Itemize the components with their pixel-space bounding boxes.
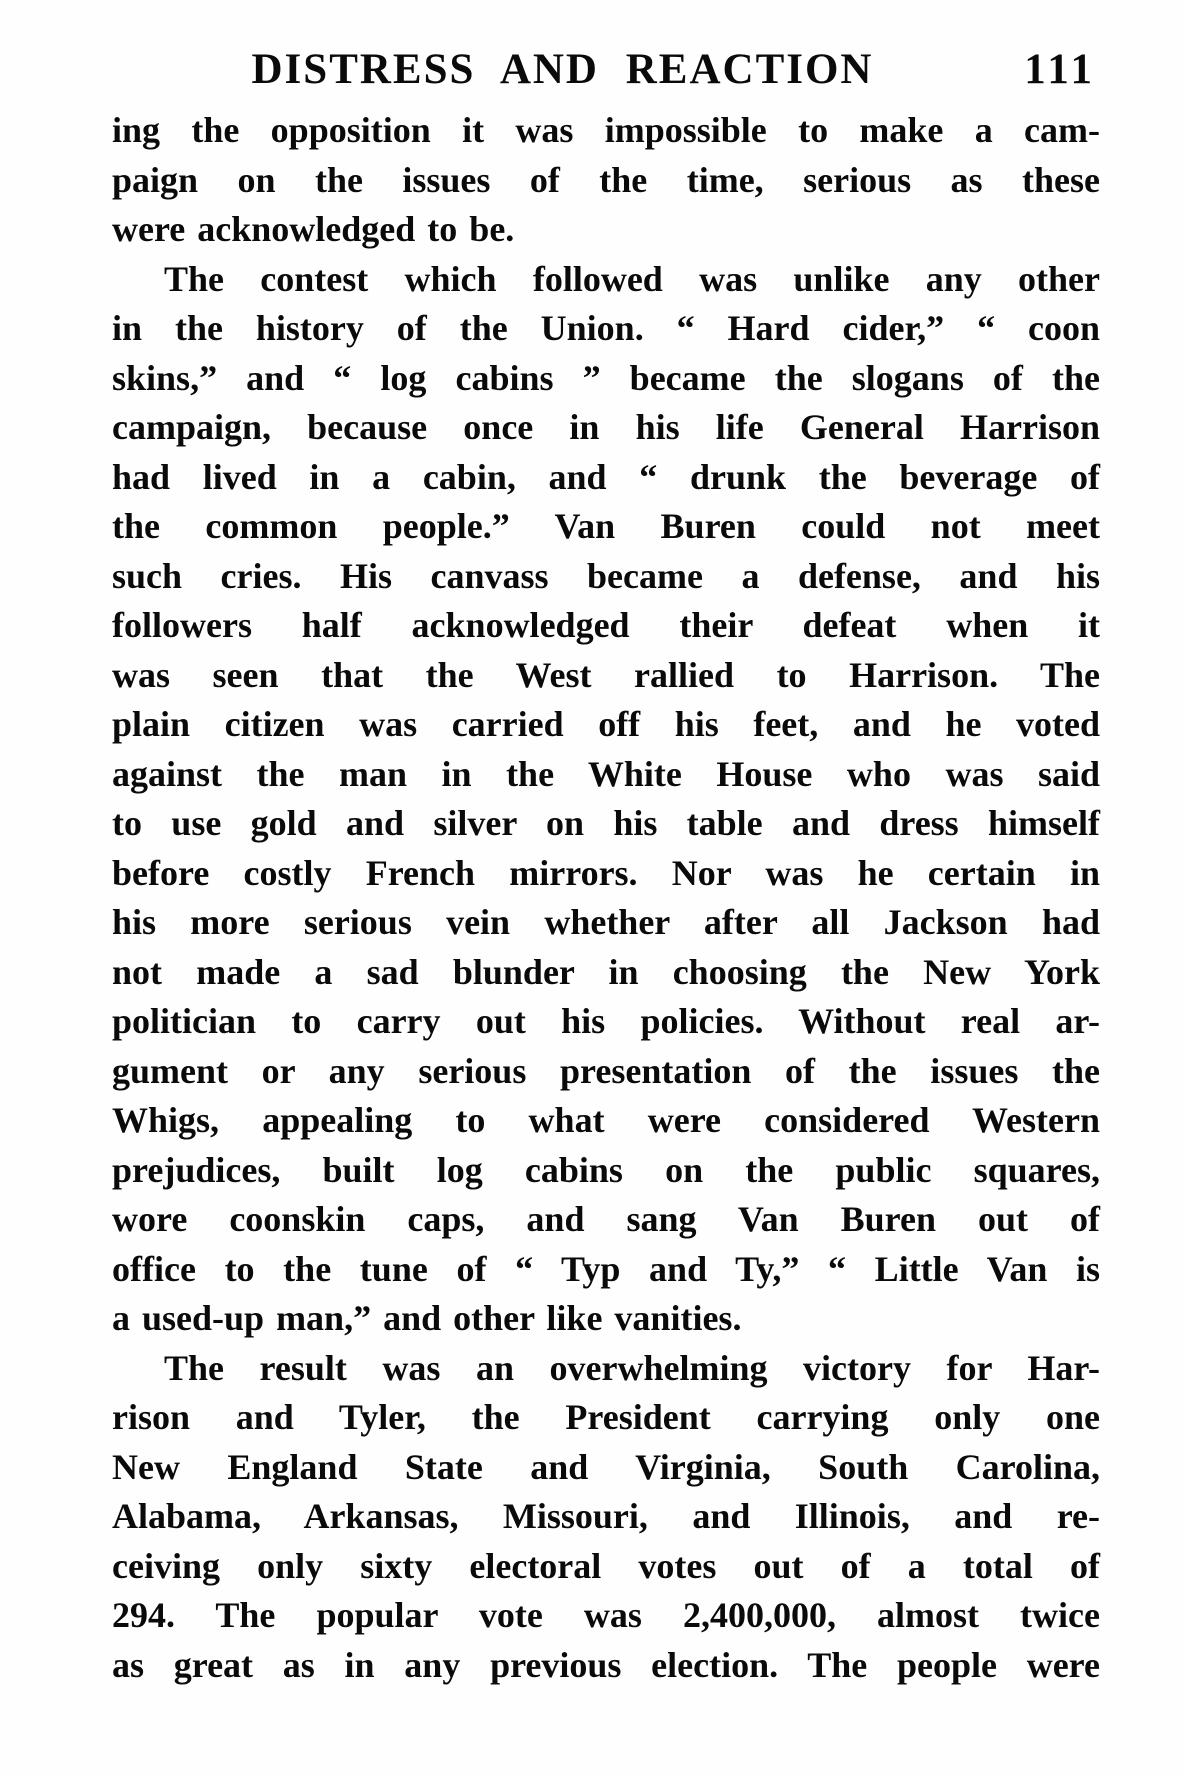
chapter-title: DISTRESS AND REACTION (251, 46, 874, 93)
text-line: the common people.” Van Buren could not meet (112, 506, 1100, 546)
text-line: to use gold and silver on his table and dress himself (112, 803, 1100, 843)
text-line: The contest which followed was unlike any other (164, 258, 1100, 299)
page-number: 111 (1024, 46, 1096, 93)
text-line: a used-up man,” and other like vanities. (112, 1298, 742, 1338)
running-head (115, 40, 1100, 100)
text-line: ing the opposition it was impossible to make a cam- (112, 110, 1100, 150)
text-line: office to the tune of “ Typ and Ty,” “ Little Van is (112, 1248, 1100, 1289)
text-line: prejudices, built log cabins on the public squares, (112, 1149, 1100, 1190)
text-line: plain citizen was carried off his feet, and he voted (112, 704, 1100, 744)
text-line: campaign, because once in his life General Harrison (112, 407, 1100, 447)
text-line: politician to carry out his policies. Without real ar- (112, 1001, 1100, 1041)
text-line: had lived in a cabin, and “ drunk the beverage of (112, 456, 1100, 497)
text-line: as great as in any previous election. The people were (112, 1644, 1100, 1685)
text-line: ceiving only sixty electoral votes out of a total of (112, 1545, 1100, 1586)
text-line: followers half acknowledged their defeat when it (112, 605, 1100, 645)
text-line: Whigs, appealing to what were considered Western (112, 1100, 1100, 1140)
text-line: gument or any serious presentation of the issues the (112, 1050, 1100, 1091)
text-line: 294. The popular vote was 2,400,000, almost twice (112, 1595, 1100, 1635)
text-line: skins,” and “ log cabins ” became the slogans of the (112, 357, 1100, 398)
text-line: paign on the issues of the time, serious as these (112, 159, 1100, 200)
text-line: was seen that the West rallied to Harrison. The (112, 654, 1100, 695)
text-line: such cries. His canvass became a defense, and his (112, 555, 1100, 596)
body-text (112, 106, 1100, 1690)
text-line: rison and Tyler, the President carrying only one (112, 1397, 1100, 1437)
text-line: The result was an overwhelming victory for Har- (164, 1347, 1100, 1388)
text-line: against the man in the White House who was said (112, 753, 1100, 794)
text-line: were acknowledged to be. (112, 209, 515, 249)
text-line: wore coonskin caps, and sang Van Buren out of (112, 1199, 1100, 1239)
text-line: not made a sad blunder in choosing the New York (112, 951, 1100, 992)
text-line: his more serious vein whether after all Jackson had (112, 902, 1100, 942)
text-line: before costly French mirrors. Nor was he certain in (112, 852, 1100, 893)
text-line: Alabama, Arkansas, Missouri, and Illinois, and re- (112, 1496, 1100, 1536)
text-line: New England State and Virginia, South Carolina, (112, 1446, 1100, 1487)
text-line: in the history of the Union. “ Hard cider,” “ coon (112, 308, 1100, 348)
